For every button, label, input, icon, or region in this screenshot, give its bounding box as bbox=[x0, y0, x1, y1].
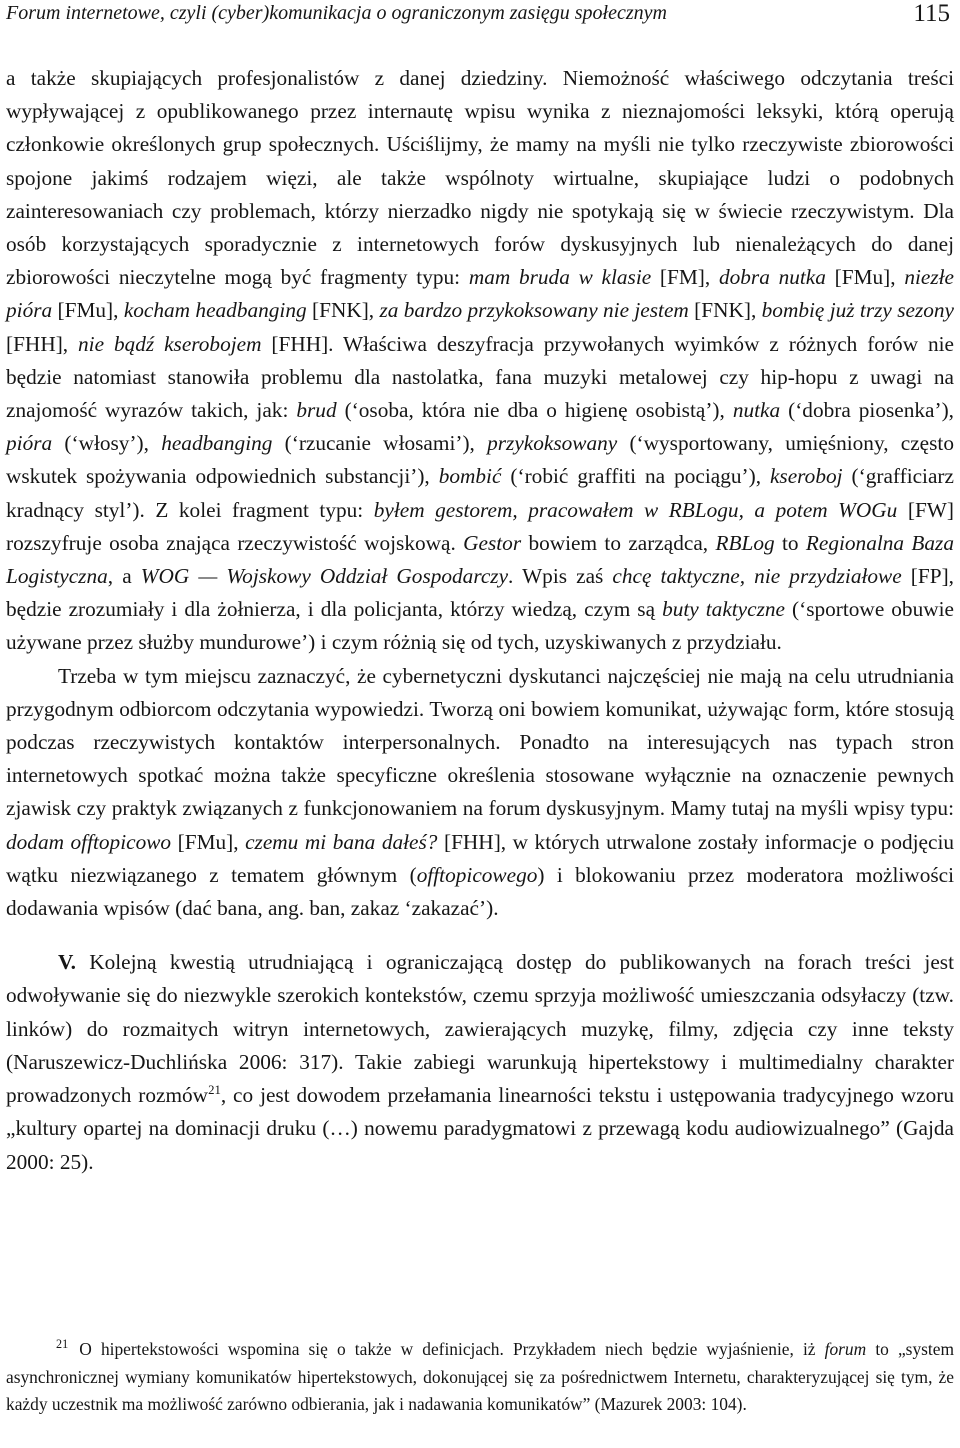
paragraph-section-v bbox=[6, 946, 954, 1178]
italic-term: Gestor bbox=[463, 530, 522, 555]
italic-term: RBLog bbox=[715, 530, 775, 555]
text-run: Trzeba w tym miejscu zaznaczyć, że cybernetyczni dyskutanci najczęściej nie mają na celu utrudniania przygodnym odbiorcom odczytania wypowiedzi. Tworzą oni bowiem komunikat, używając form, które stosują podczas rzeczywistych kontaktów interpersonalnych. Ponadto na interesujących nas typach stron internetowych spotkać można także specyficzne określenia stosowane wyłącznie na oznaczenie pewnych zjawisk czy praktyk związanych z funkcjonowaniem na forum dyskusyjnym. Mamy tutaj na myśli wpisy typu: bbox=[6, 663, 954, 821]
italic-term: headbanging bbox=[161, 431, 273, 456]
italic-term: buty taktyczne bbox=[662, 597, 785, 622]
text-run: [FNK], bbox=[306, 298, 380, 323]
text-run: O hipertekstowości wspomina się o także w definicjach. Przykładem niech będzie wyjaśnienie, iż bbox=[70, 1339, 825, 1359]
italic-term: kseroboj bbox=[769, 464, 843, 489]
italic-term: pióra bbox=[6, 431, 53, 456]
text-run: [FHH]. Właściwa deszyfracja przywołanych wyimków z różnych forów nie będzie natomiast stanowiła problemu dla nastolatka, fana muzyki metalowej czy hip-hopu z uwagi na znajomość wyrazów takich, jak: bbox=[6, 331, 955, 423]
text-run: (‘włosy’), bbox=[52, 431, 162, 456]
text-run: [FMu], bbox=[52, 298, 124, 323]
italic-term: chcę taktyczne, nie przydziałowe bbox=[612, 564, 902, 589]
footnote-body bbox=[6, 1339, 954, 1414]
text-run: [FHH], w których utrwalone zostały informacje o podjęciu wątku niezwiązanego z tematem głównym ( bbox=[6, 829, 955, 887]
text-run: (‘rzucanie włosami’), bbox=[272, 431, 488, 456]
italic-term: byłem gestorem, pracowałem w RBLogu, a potem WOGu bbox=[373, 497, 898, 522]
section-number: V. bbox=[58, 950, 76, 975]
italic-term: czemu mi bana dałeś? bbox=[245, 829, 438, 854]
text-run: (‘osoba, która nie dba o higienę osobistą’), bbox=[336, 398, 733, 423]
text-run: (‘robić graffiti na pociągu’), bbox=[501, 464, 770, 489]
text-run: [FMu], bbox=[171, 829, 246, 854]
italic-term: za bardzo przykoksowany nie jestem bbox=[379, 298, 689, 323]
text-run: . Wpis zaś bbox=[508, 564, 613, 589]
running-title: Forum internetowe, czyli (cyber)komunikacja o ograniczonym zasięgu społecznym bbox=[6, 2, 667, 24]
text-run: to „system asynchronicznej wymiany komunikatów hipertekstowych, dokonującej się za pośrednictwem Internetu, charakteryzującej się tym, że każdy uczestnik ma możliwość zarówno odbierania, jak i nadawania komunikatów” (Mazurek 2003: 104). bbox=[6, 1339, 954, 1415]
text-run: a także skupiających profesjonalistów z danej dziedziny. Niemożność właściwego odczytania treści wypływającej z opublikowanego przez internautę wpisu wynika z nieznajomości leksyki, którą operują członkowie określonych grup społecznych. Uściślijmy, że mamy na myśli nie tylko rzeczywiste zbiorowości spojone jakimś rodzajem więzi, ale także wspólnoty wirtualne, skupiające ludzi o podobnych zainteresowaniach czy problemach, którzy nierzadko nigdy nie spotykają się w świecie rzeczywistym. Dla osób korzystających sporadycznie z internetowych forów dyskusyjnych lub nienależących do danej zbiorowości nieczytelne mogą być fragmenty typu: bbox=[6, 66, 954, 290]
footnote-marker: 21 bbox=[56, 1337, 69, 1352]
italic-term: nie bądź kserobojem bbox=[78, 331, 262, 356]
footnote bbox=[6, 1336, 954, 1419]
italic-term: mam bruda w klasie bbox=[468, 265, 652, 290]
italic-term: bombię już trzy sezony bbox=[761, 298, 954, 323]
italic-term: dodam offtopicowo bbox=[6, 829, 172, 854]
italic-term: offtopicowego bbox=[416, 862, 538, 887]
italic-term: WOG — Wojskowy Oddział Gospodarczy bbox=[140, 564, 509, 589]
text-run: [FMu], bbox=[825, 265, 905, 290]
footnote-text bbox=[6, 1336, 954, 1419]
page-header bbox=[6, 2, 954, 32]
footnote-reference: 21 bbox=[208, 1083, 221, 1097]
italic-term: forum bbox=[824, 1339, 867, 1359]
italic-term: niezłe pióra bbox=[6, 265, 954, 323]
text-run: (‘dobra piosenka’), bbox=[780, 398, 954, 423]
paragraph-indent bbox=[6, 660, 954, 926]
italic-term: przykoksowany bbox=[487, 431, 618, 456]
text-run: (‘grafficiarz kradnący styl’). Z kolei fragment typu: bbox=[6, 464, 954, 522]
text-run: , co jest dowodem przełamania linearności tekstu i ustępowania tradycyjnego wzoru „kultury opartej na dominacji druku (…) nowemu paradygmatowi z przewagą kodu audiowizualnego” (Gajda 2000: 25). bbox=[6, 1083, 954, 1174]
italic-term: dobra nutka bbox=[718, 265, 826, 290]
text-run: [FP], będzie zrozumiały i dla żołnierza, i dla policjanta, którzy wiedzą, czym są bbox=[6, 564, 954, 622]
text-run: , a bbox=[107, 564, 141, 589]
text-run: [FW] rozszyfruje osoba znająca rzeczywistość wojskową. bbox=[6, 497, 954, 555]
page-number: 115 bbox=[913, 0, 950, 27]
italic-term: kocham headbanging bbox=[123, 298, 307, 323]
text-run: [FM], bbox=[651, 265, 719, 290]
text-run: bowiem to zarządca, bbox=[521, 530, 716, 555]
italic-term: brud bbox=[296, 398, 337, 423]
paragraph-continuation bbox=[6, 62, 954, 660]
text-run: (‘sportowe obuwie używane przez służby mundurowe’) i czym różnią się od tych, uzyskiwanych z przydziału. bbox=[6, 597, 954, 655]
text-run: [FNK], bbox=[688, 298, 762, 323]
text-run: to bbox=[774, 530, 806, 555]
italic-term: Regionalna Baza Logistyczna bbox=[6, 530, 954, 589]
text-run: Kolejną kwestią utrudniającą i ograniczającą dostęp do publikowanych na forach treści jest odwoływanie się do niezwykle szerokich kontekstów, czemu sprzyja możliwość umieszczania odsyłaczy (tzw. linków) do rozmaitych witryn internetowych, zawierających muzykę, filmy, zdjęcia czy inne teksty (Naruszewicz-Duchlińska 2006: 317). Takie zabiegi warunkują hipertekstowy i multimedialny charakter prowadzonych rozmów bbox=[6, 950, 954, 1108]
body-text bbox=[6, 62, 954, 1179]
italic-term: nutka bbox=[732, 398, 781, 423]
italic-term: bombić bbox=[438, 464, 502, 489]
text-run: (‘wysportowany, umięśniony, często wskutek spożywania odpowiednich substancji’), bbox=[6, 431, 954, 489]
text-run: ) i blokowaniu przez moderatora możliwości dodawania wpisów (dać bana, ang. ban, zakaz ‘zakazać’). bbox=[6, 862, 954, 921]
text-run: [FHH], bbox=[6, 331, 79, 356]
